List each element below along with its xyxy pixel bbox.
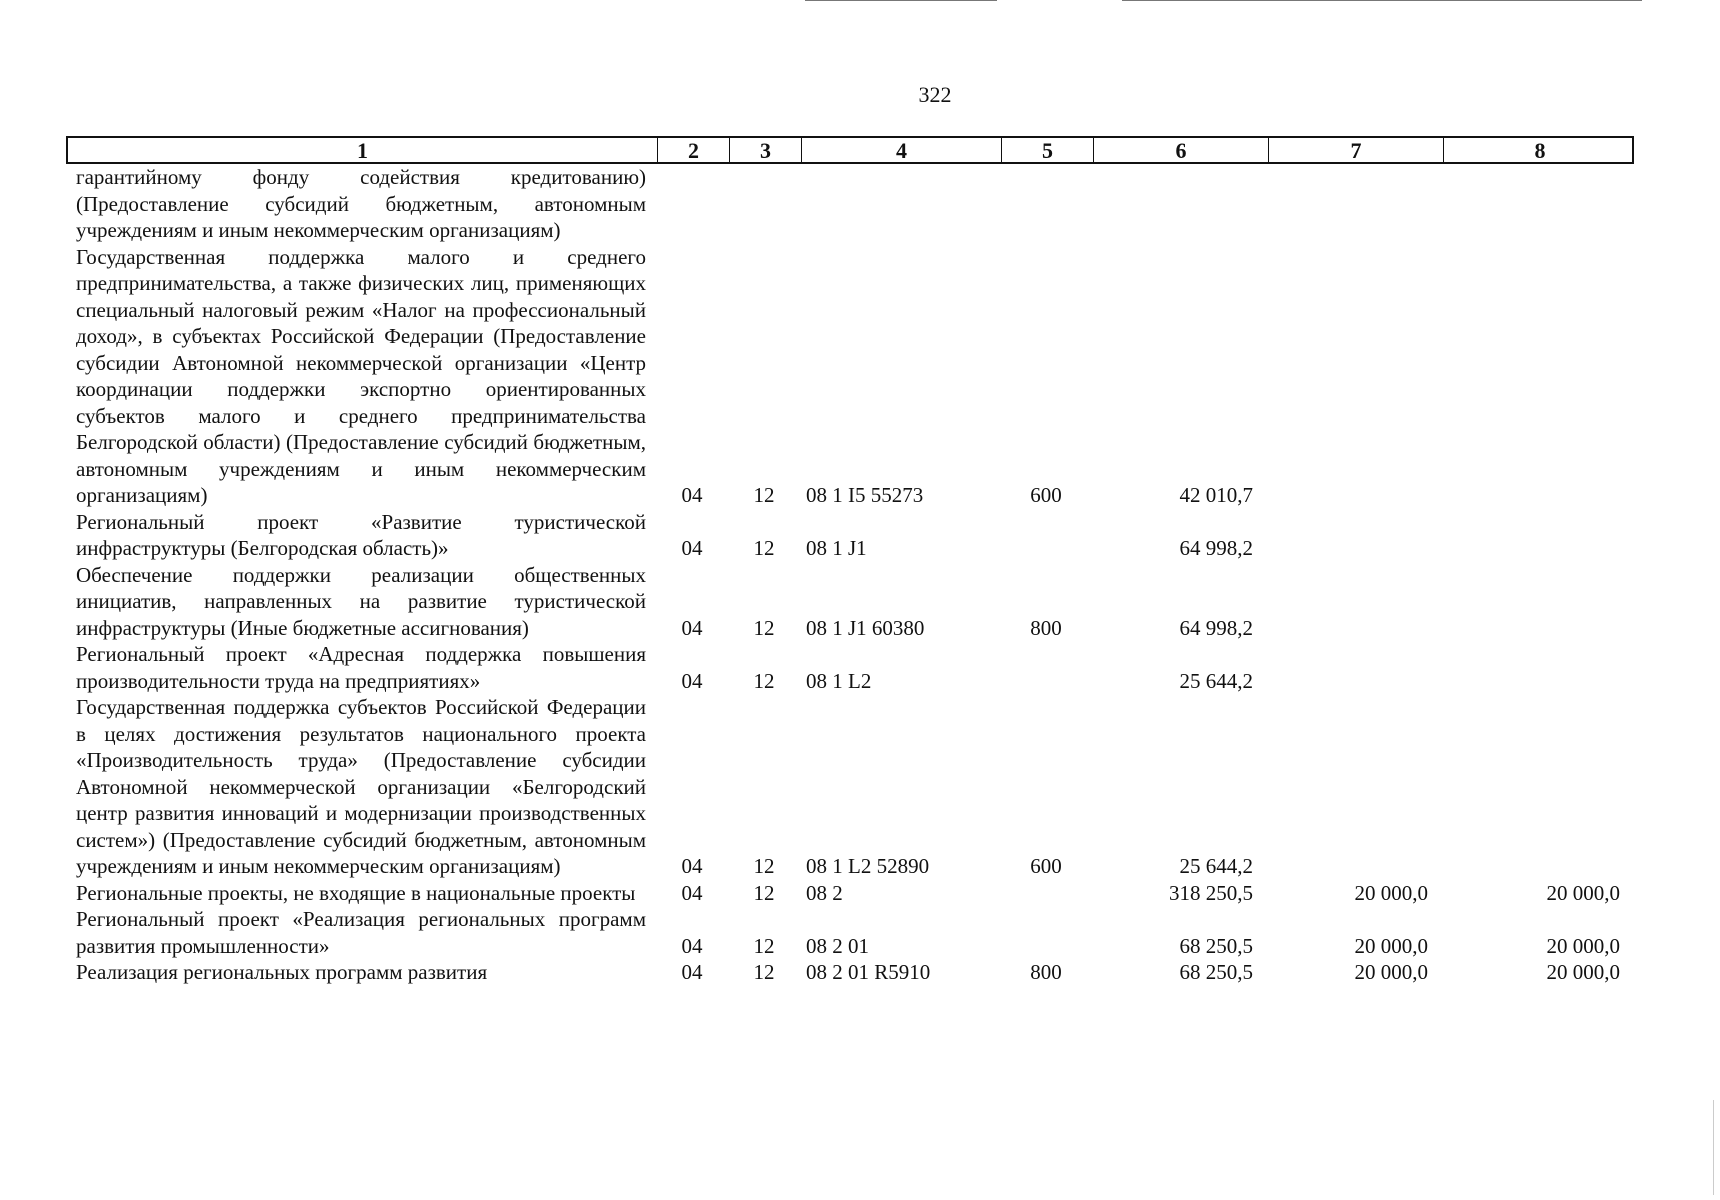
cell-section: 04 [681,536,703,560]
cell-amount-6: 42 010,7 [1179,483,1253,507]
scan-edge-line [1713,1100,1714,1195]
cell-expense-type: 600 [1030,483,1062,507]
row-description: Реализация региональных программ развития [76,960,488,984]
top-rule-right [1122,0,1642,1]
page-number: 322 [918,82,952,107]
cell-amount-7: 20 000,0 [1354,880,1428,905]
cell-section: 04 [681,615,703,640]
table-row [66,641,1634,694]
row-description: Региональный проект «Реализация региональных программ развития промышленности» [76,907,646,958]
cell-section: 04 [681,880,703,905]
budget-table [66,136,1634,986]
row-description: Обеспечение поддержки реализации общественных инициатив, направленных на развитие туристической инфраструктуры (Иные бюджетные ассигнования) [76,562,646,640]
cell-target-item: 08 2 [806,880,843,905]
header-col-5: 5 [1002,138,1094,164]
cell-subsection: 12 [753,483,775,507]
header-col-3: 3 [730,138,802,164]
table-row [66,880,1634,907]
table-row [66,562,1634,642]
cell-expense-type: 800 [1030,960,1062,984]
cell-section: 04 [681,668,703,693]
cell-target-item: 08 1 I5 55273 [806,483,924,507]
table-row [66,694,1634,880]
table-row [66,244,1634,509]
row-description: Региональный проект «Развитие туристической инфраструктуры (Белгородская область)» [76,509,646,560]
cell-target-item: 08 1 L2 [806,668,872,693]
cell-subsection: 12 [753,880,775,905]
header-col-2: 2 [658,138,730,164]
cell-target-item: 08 1 J1 60380 [806,615,925,640]
row-description: гарантийному фонду содействия кредитованию) (Предоставление субсидий бюджетным, автономным учреждениям и иным некоммерческим организациям) [76,165,646,242]
cell-amount-6: 68 250,5 [1179,960,1253,984]
cell-subsection: 12 [753,615,775,640]
header-col-1: 1 [68,138,658,164]
cell-amount-6: 64 998,2 [1179,615,1253,640]
cell-subsection: 12 [753,668,775,693]
cell-expense-type: 800 [1030,615,1062,640]
cell-amount-8: 20 000,0 [1546,960,1620,984]
cell-amount-6: 318 250,5 [1169,880,1253,905]
cell-subsection: 12 [753,536,775,560]
row-description: Государственная поддержка малого и среднего предпринимательства, а также физических лиц, применяющих специальный налоговый режим «Налог на профессиональный доход», в субъектах Российской Федерации (Предоставление субсидии Автономной некоммерческой организации «Центр координации поддержки экспортно ориентированных субъектов малого и среднего предпринимательства Белгородской области) (Предоставление субсидий бюджетным, автономным учреждениям и иным некоммерческим организациям) [76,244,646,507]
cell-expense-type: 600 [1030,854,1062,878]
cell-subsection: 12 [753,960,775,984]
cell-section: 04 [681,933,703,958]
cell-section: 04 [681,483,703,507]
table-row [66,164,1634,244]
cell-target-item: 08 1 L2 52890 [806,854,930,878]
cell-amount-6: 25 644,2 [1179,668,1253,693]
header-col-8: 8 [1534,138,1546,163]
cell-section: 04 [681,854,703,878]
row-description: Региональный проект «Адресная поддержка повышения производительности труда на предприятиях» [76,642,646,693]
cell-target-item: 08 2 01 R5910 [806,960,931,984]
cell-subsection: 12 [753,854,775,878]
top-rule-left [805,0,997,1]
cell-target-item: 08 1 J1 [806,536,867,560]
cell-amount-6: 68 250,5 [1179,933,1253,958]
table-row [66,906,1634,959]
table-row [66,509,1634,562]
cell-target-item: 08 2 01 [806,933,869,958]
header-col-6: 6 [1094,138,1269,164]
header-col-4: 4 [802,138,1002,164]
row-description: Региональные проекты, не входящие в национальные проекты [76,880,636,905]
cell-amount-7: 20 000,0 [1354,933,1428,958]
row-description: Государственная поддержка субъектов Российской Федерации в целях достижения результатов национального проекта «Производительность труда» (Предоставление субсидии Автономной некоммерческой организации «Белгородский центр развития инноваций и модернизации производственных систем») (Предоставление субсидий бюджетным, автономным учреждениям и иным некоммерческим организациям) [76,695,646,878]
cell-amount-7: 20 000,0 [1354,960,1428,984]
header-col-7: 7 [1269,138,1444,164]
cell-amount-8: 20 000,0 [1546,933,1620,958]
cell-amount-6: 25 644,2 [1179,854,1253,878]
cell-subsection: 12 [753,933,775,958]
table-row [66,959,1634,986]
cell-amount-6: 64 998,2 [1179,536,1253,560]
cell-amount-8: 20 000,0 [1546,880,1620,905]
table-header [66,136,1634,164]
cell-section: 04 [681,960,703,984]
